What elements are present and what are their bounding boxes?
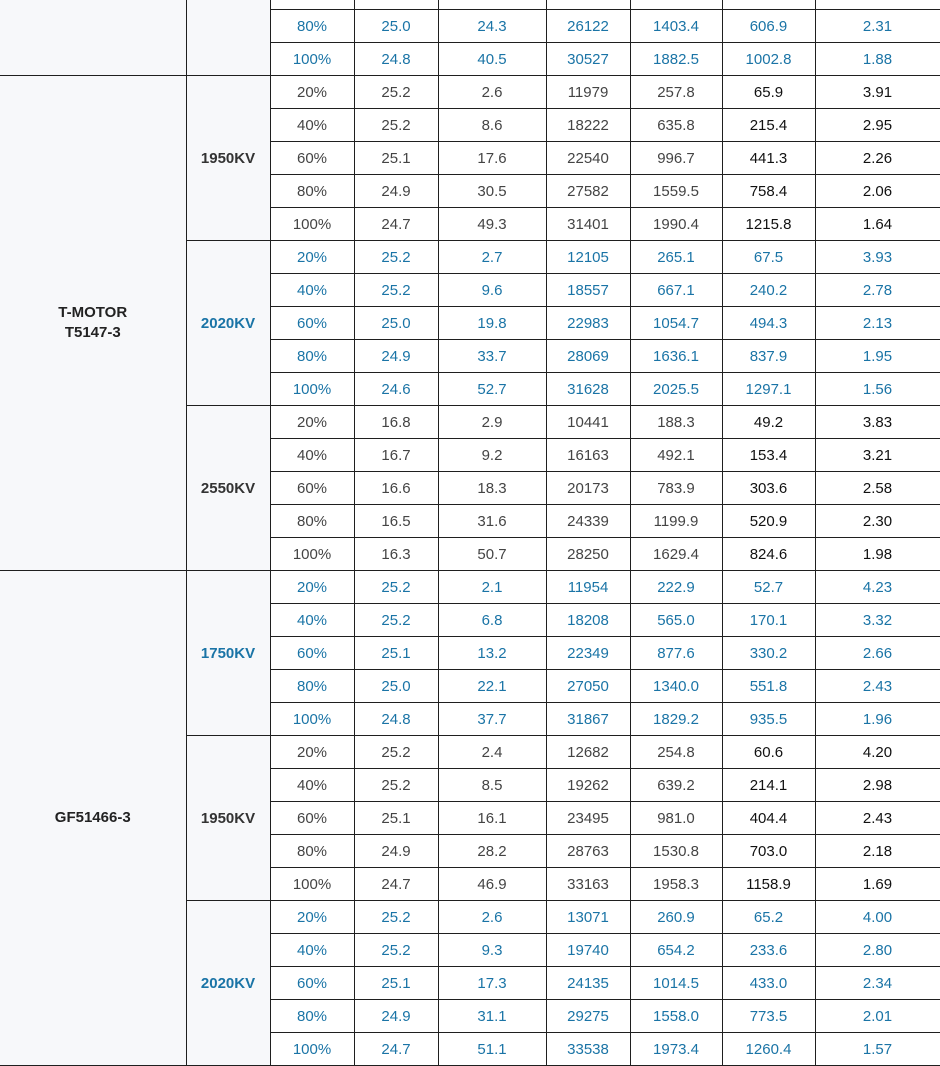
efficiency-cell: 2.43 [815, 670, 940, 703]
voltage-cell: 24.6 [354, 373, 438, 406]
voltage-cell: 25.2 [354, 901, 438, 934]
motor-name-line: GF51466-3 [54, 809, 131, 826]
efficiency-cell: 2.34 [815, 967, 940, 1000]
thrust-cell: 1990.4 [630, 208, 722, 241]
power-cell: 433.0 [722, 967, 815, 1000]
voltage-cell: 25.2 [354, 934, 438, 967]
throttle-cell: 40% [270, 604, 354, 637]
rpm-cell: 12105 [546, 241, 630, 274]
thrust-cell: 996.7 [630, 142, 722, 175]
throttle-cell: 60% [270, 802, 354, 835]
rpm-cell: 28069 [546, 340, 630, 373]
current-cell: 2.9 [438, 406, 546, 439]
voltage-cell: 24.7 [354, 1033, 438, 1066]
voltage-cell: 16.6 [354, 472, 438, 505]
power-cell: 240.2 [722, 274, 815, 307]
efficiency-cell: 2.66 [815, 637, 940, 670]
throttle-cell: 20% [270, 241, 354, 274]
thrust-cell: 1530.8 [630, 835, 722, 868]
rpm-cell: 22349 [546, 637, 630, 670]
power-cell: 65.9 [722, 76, 815, 109]
rpm-cell: 28763 [546, 835, 630, 868]
current-cell: 46.9 [438, 868, 546, 901]
kv-rating-cell: 2020KV [186, 241, 270, 406]
table-row [0, 76, 940, 109]
thrust-cell: 257.8 [630, 76, 722, 109]
throttle-cell: 20% [270, 406, 354, 439]
rpm-cell: 10441 [546, 406, 630, 439]
current-cell: 40.5 [438, 43, 546, 76]
current-cell: 33.7 [438, 340, 546, 373]
thrust-cell: 254.8 [630, 736, 722, 769]
efficiency-cell: 3.32 [815, 604, 940, 637]
throttle-cell: 60% [270, 967, 354, 1000]
power-cell: 233.6 [722, 934, 815, 967]
rpm-cell: 31401 [546, 208, 630, 241]
power-cell: 837.9 [722, 340, 815, 373]
efficiency-cell: 3.93 [815, 241, 940, 274]
efficiency-cell: 4.00 [815, 901, 940, 934]
power-cell: 60.6 [722, 736, 815, 769]
rpm-cell: 13071 [546, 901, 630, 934]
voltage-cell: 25.2 [354, 769, 438, 802]
throttle-cell: 80% [270, 835, 354, 868]
rpm-cell: 28250 [546, 538, 630, 571]
efficiency-cell: 2.95 [815, 109, 940, 142]
throttle-cell: 20% [270, 736, 354, 769]
throttle-cell: 20% [270, 901, 354, 934]
throttle-cell: 100% [270, 868, 354, 901]
current-cell: 2.1 [438, 571, 546, 604]
motor-name-line: T5147-3 [64, 324, 121, 341]
efficiency-cell: 1.64 [815, 208, 940, 241]
throttle-cell: 40% [270, 934, 354, 967]
throttle-cell: 60% [270, 637, 354, 670]
rpm-cell: 26122 [546, 10, 630, 43]
power-cell: 49.2 [722, 406, 815, 439]
current-cell: 50.7 [438, 538, 546, 571]
voltage-cell: 25.1 [354, 637, 438, 670]
throttle-cell: 40% [270, 109, 354, 142]
power-cell: 758.4 [722, 175, 815, 208]
rpm-cell: 29275 [546, 1000, 630, 1033]
voltage-cell: 24.8 [354, 703, 438, 736]
current-cell: 9.3 [438, 934, 546, 967]
thrust-cell: 2025.5 [630, 373, 722, 406]
voltage-cell: 25.1 [354, 142, 438, 175]
thrust-cell: 1629.4 [630, 538, 722, 571]
rpm-cell: 18208 [546, 604, 630, 637]
current-cell: 6.8 [438, 604, 546, 637]
voltage-cell: 25.0 [354, 670, 438, 703]
throttle-cell: 80% [270, 10, 354, 43]
throttle-cell: 60% [270, 472, 354, 505]
thrust-cell: 1559.5 [630, 175, 722, 208]
throttle-cell: 80% [270, 670, 354, 703]
efficiency-cell: 2.58 [815, 472, 940, 505]
efficiency-cell: 1.69 [815, 868, 940, 901]
thrust-cell [630, 0, 722, 10]
throttle-cell: 100% [270, 538, 354, 571]
rpm-cell: 33163 [546, 868, 630, 901]
efficiency-cell: 1.57 [815, 1033, 940, 1066]
rpm-cell: 22983 [546, 307, 630, 340]
efficiency-cell: 2.13 [815, 307, 940, 340]
voltage-cell: 25.2 [354, 571, 438, 604]
voltage-cell: 25.1 [354, 967, 438, 1000]
throttle-cell: 60% [270, 142, 354, 175]
thrust-cell: 1340.0 [630, 670, 722, 703]
current-cell: 31.1 [438, 1000, 546, 1033]
motor-name-cell [0, 76, 186, 571]
thrust-cell: 492.1 [630, 439, 722, 472]
voltage-cell: 24.8 [354, 43, 438, 76]
current-cell: 52.7 [438, 373, 546, 406]
efficiency-cell: 3.21 [815, 439, 940, 472]
rpm-cell: 27050 [546, 670, 630, 703]
thrust-cell: 1829.2 [630, 703, 722, 736]
current-cell: 2.6 [438, 76, 546, 109]
current-cell: 2.7 [438, 241, 546, 274]
thrust-cell: 783.9 [630, 472, 722, 505]
rpm-cell: 18222 [546, 109, 630, 142]
current-cell: 51.1 [438, 1033, 546, 1066]
voltage-cell: 24.9 [354, 340, 438, 373]
thrust-cell: 222.9 [630, 571, 722, 604]
throttle-cell: 100% [270, 43, 354, 76]
efficiency-cell: 2.30 [815, 505, 940, 538]
efficiency-cell: 2.06 [815, 175, 940, 208]
current-cell [438, 0, 546, 10]
current-cell: 9.2 [438, 439, 546, 472]
thrust-cell: 1014.5 [630, 967, 722, 1000]
motor-name-cell [0, 571, 186, 1066]
rpm-cell: 20173 [546, 472, 630, 505]
efficiency-cell: 1.56 [815, 373, 940, 406]
voltage-cell: 24.7 [354, 868, 438, 901]
power-cell: 330.2 [722, 637, 815, 670]
efficiency-cell: 2.43 [815, 802, 940, 835]
voltage-cell: 25.2 [354, 604, 438, 637]
rpm-cell: 24339 [546, 505, 630, 538]
kv-rating-cell: 2020KV [186, 901, 270, 1066]
efficiency-cell: 2.31 [815, 10, 940, 43]
power-cell: 170.1 [722, 604, 815, 637]
throttle-cell: 100% [270, 1033, 354, 1066]
rpm-cell: 22540 [546, 142, 630, 175]
rpm-cell: 16163 [546, 439, 630, 472]
power-cell: 520.9 [722, 505, 815, 538]
current-cell: 9.6 [438, 274, 546, 307]
thrust-cell: 1882.5 [630, 43, 722, 76]
thrust-cell: 877.6 [630, 637, 722, 670]
power-cell: 1260.4 [722, 1033, 815, 1066]
throttle-cell: 40% [270, 274, 354, 307]
power-cell: 703.0 [722, 835, 815, 868]
rpm-cell: 31867 [546, 703, 630, 736]
kv-rating-cell: 1750KV [186, 571, 270, 736]
current-cell: 31.6 [438, 505, 546, 538]
efficiency-cell: 2.18 [815, 835, 940, 868]
voltage-cell: 25.0 [354, 307, 438, 340]
voltage-cell: 16.8 [354, 406, 438, 439]
rpm-cell: 24135 [546, 967, 630, 1000]
power-cell: 606.9 [722, 10, 815, 43]
power-cell: 824.6 [722, 538, 815, 571]
table-row [0, 571, 940, 604]
rpm-cell: 31628 [546, 373, 630, 406]
throttle-cell [270, 0, 354, 10]
rpm-cell: 30527 [546, 43, 630, 76]
thrust-cell: 1973.4 [630, 1033, 722, 1066]
throttle-cell: 40% [270, 769, 354, 802]
thrust-cell: 654.2 [630, 934, 722, 967]
thrust-cell: 1558.0 [630, 1000, 722, 1033]
voltage-cell: 25.2 [354, 241, 438, 274]
current-cell: 16.1 [438, 802, 546, 835]
efficiency-cell: 2.26 [815, 142, 940, 175]
current-cell: 2.4 [438, 736, 546, 769]
current-cell: 8.5 [438, 769, 546, 802]
efficiency-cell: 3.83 [815, 406, 940, 439]
motor-name-line: T-MOTOR [58, 304, 128, 321]
voltage-cell: 24.7 [354, 208, 438, 241]
kv-rating-cell [186, 0, 270, 76]
current-cell: 17.6 [438, 142, 546, 175]
power-cell: 153.4 [722, 439, 815, 472]
efficiency-cell: 4.20 [815, 736, 940, 769]
efficiency-cell: 2.01 [815, 1000, 940, 1033]
power-cell: 441.3 [722, 142, 815, 175]
kv-rating-cell: 1950KV [186, 76, 270, 241]
rpm-cell: 19740 [546, 934, 630, 967]
throttle-cell: 80% [270, 1000, 354, 1033]
efficiency-cell: 3.91 [815, 76, 940, 109]
power-cell: 935.5 [722, 703, 815, 736]
throttle-cell: 100% [270, 208, 354, 241]
current-cell: 13.2 [438, 637, 546, 670]
throttle-cell: 100% [270, 373, 354, 406]
thrust-cell: 265.1 [630, 241, 722, 274]
power-cell [722, 0, 815, 10]
voltage-cell: 16.5 [354, 505, 438, 538]
current-cell: 28.2 [438, 835, 546, 868]
power-cell: 52.7 [722, 571, 815, 604]
current-cell: 30.5 [438, 175, 546, 208]
motor-name-cell [0, 0, 186, 76]
thrust-cell: 667.1 [630, 274, 722, 307]
voltage-cell [354, 0, 438, 10]
rpm-cell: 11954 [546, 571, 630, 604]
efficiency-cell: 1.96 [815, 703, 940, 736]
power-cell: 494.3 [722, 307, 815, 340]
thrust-cell: 1054.7 [630, 307, 722, 340]
thrust-cell: 1958.3 [630, 868, 722, 901]
rpm-cell: 27582 [546, 175, 630, 208]
rpm-cell: 11979 [546, 76, 630, 109]
current-cell: 24.3 [438, 10, 546, 43]
voltage-cell: 25.0 [354, 10, 438, 43]
efficiency-cell: 2.98 [815, 769, 940, 802]
efficiency-cell: 4.23 [815, 571, 940, 604]
power-cell: 303.6 [722, 472, 815, 505]
power-cell: 65.2 [722, 901, 815, 934]
voltage-cell: 24.9 [354, 835, 438, 868]
power-cell: 551.8 [722, 670, 815, 703]
thrust-cell: 1636.1 [630, 340, 722, 373]
power-cell: 1002.8 [722, 43, 815, 76]
efficiency-cell [815, 0, 940, 10]
thrust-cell: 188.3 [630, 406, 722, 439]
efficiency-cell: 1.98 [815, 538, 940, 571]
current-cell: 22.1 [438, 670, 546, 703]
thrust-cell: 260.9 [630, 901, 722, 934]
thrust-cell: 639.2 [630, 769, 722, 802]
current-cell: 49.3 [438, 208, 546, 241]
rpm-cell [546, 0, 630, 10]
voltage-cell: 16.3 [354, 538, 438, 571]
current-cell: 19.8 [438, 307, 546, 340]
voltage-cell: 25.2 [354, 76, 438, 109]
power-cell: 404.4 [722, 802, 815, 835]
rpm-cell: 33538 [546, 1033, 630, 1066]
throttle-cell: 20% [270, 571, 354, 604]
current-cell: 37.7 [438, 703, 546, 736]
power-cell: 215.4 [722, 109, 815, 142]
efficiency-cell: 2.80 [815, 934, 940, 967]
voltage-cell: 16.7 [354, 439, 438, 472]
voltage-cell: 24.9 [354, 1000, 438, 1033]
power-cell: 1215.8 [722, 208, 815, 241]
throttle-cell: 80% [270, 505, 354, 538]
rpm-cell: 23495 [546, 802, 630, 835]
throttle-cell: 60% [270, 307, 354, 340]
current-cell: 18.3 [438, 472, 546, 505]
throttle-cell: 20% [270, 76, 354, 109]
current-cell: 8.6 [438, 109, 546, 142]
voltage-cell: 25.1 [354, 802, 438, 835]
rpm-cell: 19262 [546, 769, 630, 802]
throttle-cell: 40% [270, 439, 354, 472]
kv-rating-cell: 2550KV [186, 406, 270, 571]
efficiency-cell: 2.78 [815, 274, 940, 307]
thrust-cell: 1403.4 [630, 10, 722, 43]
efficiency-cell: 1.88 [815, 43, 940, 76]
power-cell: 214.1 [722, 769, 815, 802]
voltage-cell: 25.2 [354, 736, 438, 769]
power-cell: 1297.1 [722, 373, 815, 406]
current-cell: 17.3 [438, 967, 546, 1000]
thrust-cell: 565.0 [630, 604, 722, 637]
voltage-cell: 25.2 [354, 109, 438, 142]
efficiency-cell: 1.95 [815, 340, 940, 373]
kv-rating-cell: 1950KV [186, 736, 270, 901]
throttle-cell: 80% [270, 175, 354, 208]
table-row [0, 0, 940, 10]
thrust-cell: 981.0 [630, 802, 722, 835]
voltage-cell: 24.9 [354, 175, 438, 208]
thrust-cell: 1199.9 [630, 505, 722, 538]
throttle-cell: 80% [270, 340, 354, 373]
rpm-cell: 12682 [546, 736, 630, 769]
power-cell: 67.5 [722, 241, 815, 274]
throttle-cell: 100% [270, 703, 354, 736]
power-cell: 1158.9 [722, 868, 815, 901]
voltage-cell: 25.2 [354, 274, 438, 307]
rpm-cell: 18557 [546, 274, 630, 307]
current-cell: 2.6 [438, 901, 546, 934]
thrust-cell: 635.8 [630, 109, 722, 142]
power-cell: 773.5 [722, 1000, 815, 1033]
